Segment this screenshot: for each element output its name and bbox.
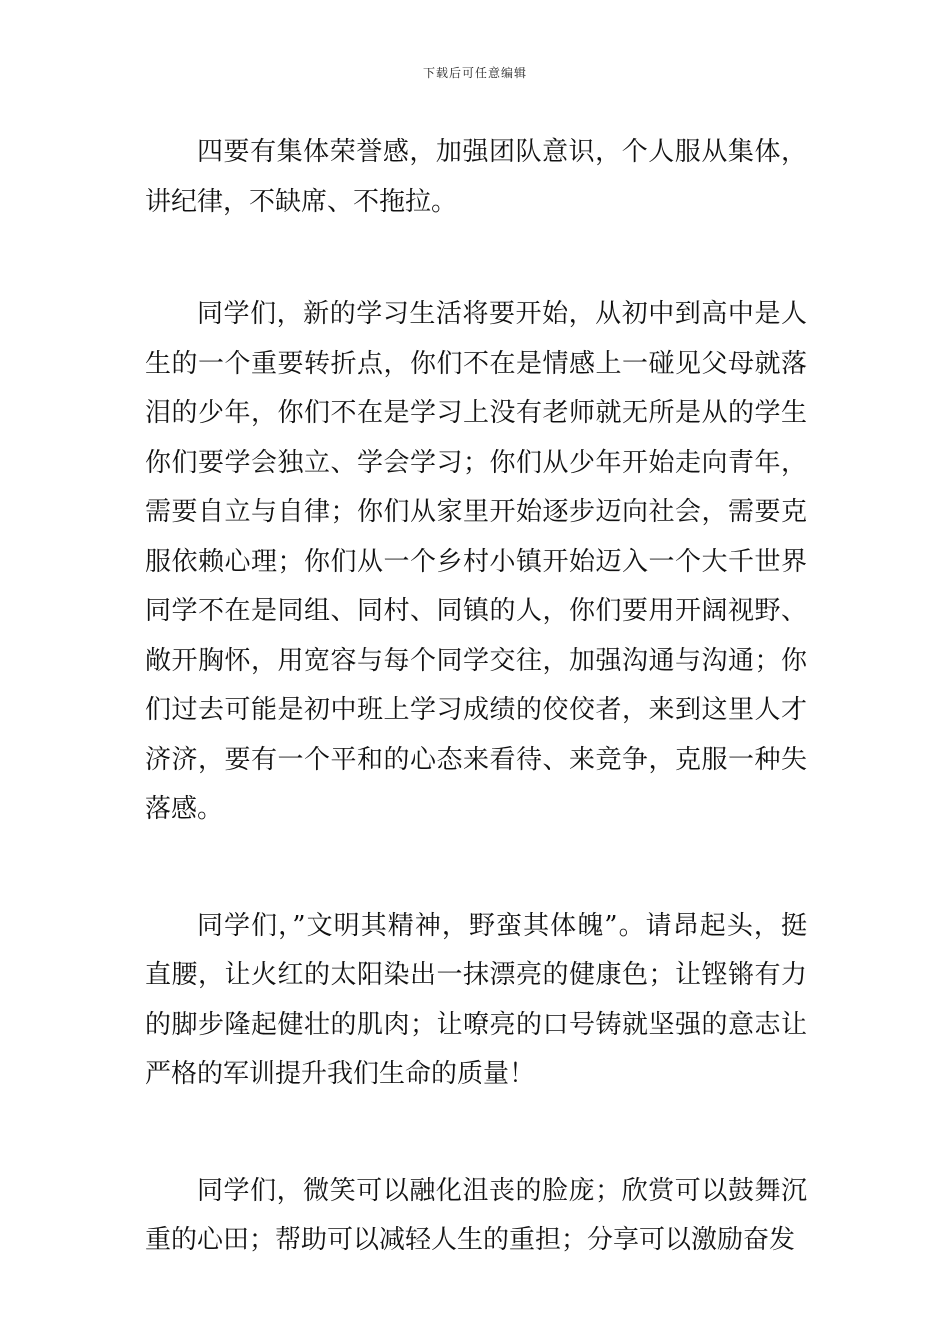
document-body: [145, 128, 807, 1266]
paragraph-collective-honor: 四要有集体荣誉感，加强团队意识，个人服从集体，讲纪律，不缺席、不拖拉。: [145, 137, 807, 217]
paragraph-civilize-spirit: 同学们，”文明其精神，野蛮其体魄”。请昂起头，挺直腰，让火红的太阳染出一抹漂亮的健康色；让铿锵有力的脚步隆起健壮的肌肉；让嘹亮的口号铸就坚强的意志让严格的军训提升我们生命的质量！: [145, 910, 807, 1089]
paragraph-smile-appreciate: 同学们，微笑可以融化沮丧的脸庞；欣赏可以鼓舞沉重的心田；帮助可以减轻人生的重担；分享可以激励奋发: [145, 1175, 807, 1255]
paragraph-new-study-life: 同学们，新的学习生活将要开始，从初中到高中是人生的一个重要转折点，你们不在是情感上一碰见父母就落泪的少年，你们不在是学习上没有老师就无所是从的学生你们要学会独立、学会学习；你们从少年开始走向青年，需要自立与自律；你们从家里开始逐步迈向社会，需要克服依赖心理；你们从一个乡村小镇开始迈入一个大千世界同学不在是同组、同村、同镇的人，你们要用开阔视野、敞开胸怀，用宽容与每个同学交往，加强沟通与沟通；你们过去可能是初中班上学习成绩的佼佼者，来到这里人才济济，要有一个平和的心态来看待、来竞争，克服一种失落感。: [145, 299, 807, 824]
header-note: 下载后可任意编辑: [422, 66, 527, 80]
